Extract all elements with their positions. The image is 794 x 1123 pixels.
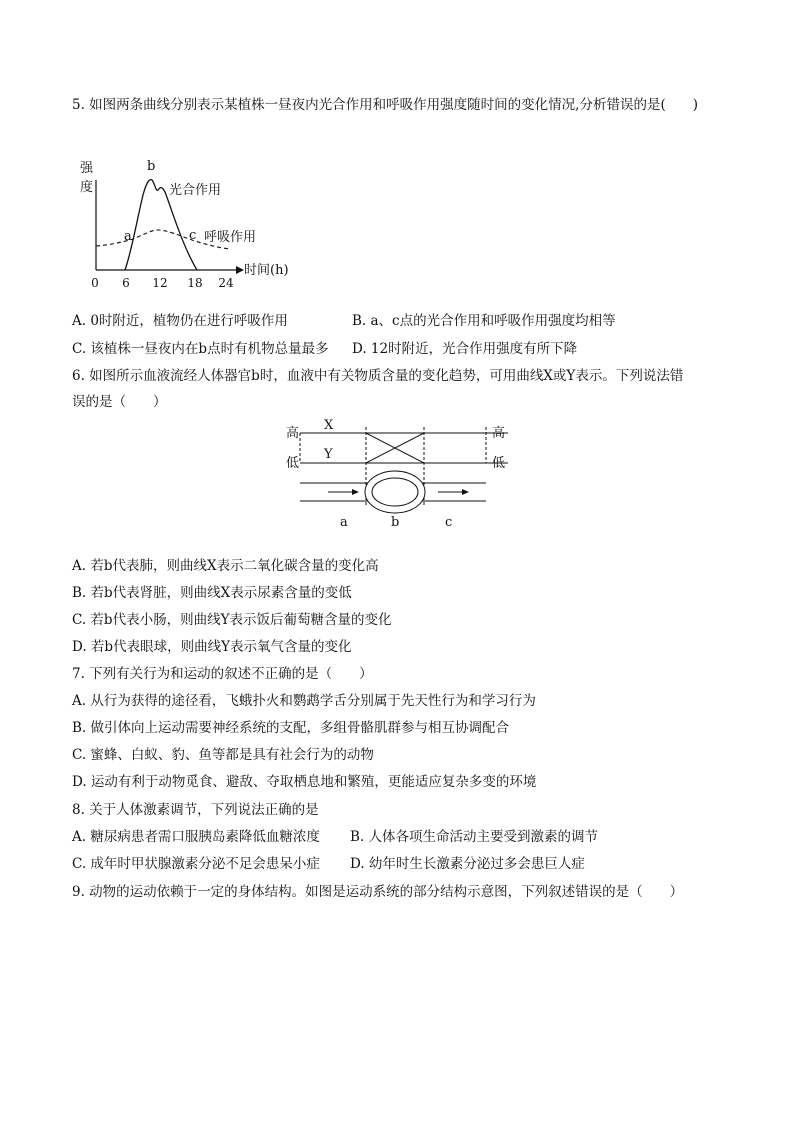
label-high-left: 高 <box>286 426 300 441</box>
q5-option-c: C. 该植株一昼夜内在b点时有机物总量最多 <box>72 341 329 357</box>
q7-option-a: A. 从行为获得的途径看，飞蛾扑火和鹦鹉学舌分别属于先天性行为和学习行为 <box>72 693 536 709</box>
q8-option-d: D. 幼年时生长激素分泌过多会患巨人症 <box>350 856 585 872</box>
tick-0: 0 <box>91 276 99 290</box>
q6-option-c: C. 若b代表小肠，则曲线Y表示饭后葡萄糖含量的变化 <box>72 612 392 628</box>
q7-option-d: D. 运动有利于动物觅食、避敌、夺取栖息地和繁殖，更能适应复杂多变的环境 <box>72 774 537 790</box>
q8-option-c: C. 成年时甲状腺激素分泌不足会患呆小症 <box>72 856 320 872</box>
question-6-stem-line2: 误的是（ ） <box>72 394 167 410</box>
q5-option-d: D. 12时附近，光合作用强度有所下降 <box>352 341 578 357</box>
q6-option-a: A. 若b代表肺，则曲线X表示二氧化碳含量的变化高 <box>72 558 379 574</box>
photosynthesis-label: 光合作用 <box>169 183 222 198</box>
q6-option-b: B. 若b代表肾脏，则曲线X表示尿素含量的变低 <box>72 585 352 601</box>
q5-option-b: B. a、c点的光合作用和呼吸作用强度均相等 <box>352 313 616 329</box>
label-c: c <box>445 515 453 530</box>
label-low-right: 低 <box>492 456 506 471</box>
tick-24: 24 <box>218 276 234 290</box>
arrow-right-icon <box>462 489 469 495</box>
q8-option-b: B. 人体各项生命活动主要受到激素的调节 <box>350 829 599 845</box>
q7-option-b: B. 做引体向上运动需要神经系统的支配，多组骨骼肌群参与相互协调配合 <box>72 720 510 736</box>
point-c-label: c <box>189 228 197 243</box>
point-b-label: b <box>147 159 156 174</box>
x-axis-arrow <box>236 266 244 274</box>
question-9-stem: 9. 动物的运动依赖于一定的身体结构。如图是运动系统的部分结构示意图，下列叙述错误的是（ ） <box>72 884 684 900</box>
label-b: b <box>391 515 400 530</box>
blood-flow-diagram <box>280 415 520 540</box>
tick-6: 6 <box>122 276 130 290</box>
label-high-right: 高 <box>492 426 506 441</box>
tick-18: 18 <box>187 276 203 290</box>
question-7-stem: 7. 下列有关行为和运动的叙述不正确的是（ ） <box>72 666 373 682</box>
q5-option-a: A. 0时附近，植物仍在进行呼吸作用 <box>72 313 288 329</box>
label-a: a <box>340 515 348 530</box>
label-y: Y <box>324 447 333 462</box>
point-a-label: a <box>124 229 132 244</box>
q6-option-d: D. 若b代表眼球，则曲线Y表示氧气含量的变化 <box>72 639 352 655</box>
y-label-2: 度 <box>80 180 94 195</box>
arrow-right-icon <box>352 489 359 495</box>
photosynthesis-respiration-chart <box>70 150 330 295</box>
q8-option-a: A. 糖尿病患者需口服胰岛素降低血糖浓度 <box>72 829 320 845</box>
label-x: X <box>324 418 334 433</box>
x-label: 时间(h) <box>244 263 289 278</box>
question-6-stem-line1: 6. 如图所示血液流经人体器官b时，血液中有关物质含量的变化趋势，可用曲线X或Y表示。下列说法错 <box>72 368 684 384</box>
organ-b-inner <box>372 478 418 506</box>
question-8-stem: 8. 关于人体激素调节，下列说法正确的是 <box>72 802 319 818</box>
respiration-label: 呼吸作用 <box>204 230 257 245</box>
label-low-left: 低 <box>286 456 300 471</box>
question-5-stem: 5. 如图两条曲线分别表示某植株一昼夜内光合作用和呼吸作用强度随时间的变化情况,分析错误的是( ) <box>72 97 698 113</box>
q7-option-c: C. 蜜蜂、白蚁、豹、鱼等都是具有社会行为的动物 <box>72 747 374 763</box>
y-label-1: 强 <box>80 161 94 176</box>
tick-12: 12 <box>152 276 168 290</box>
